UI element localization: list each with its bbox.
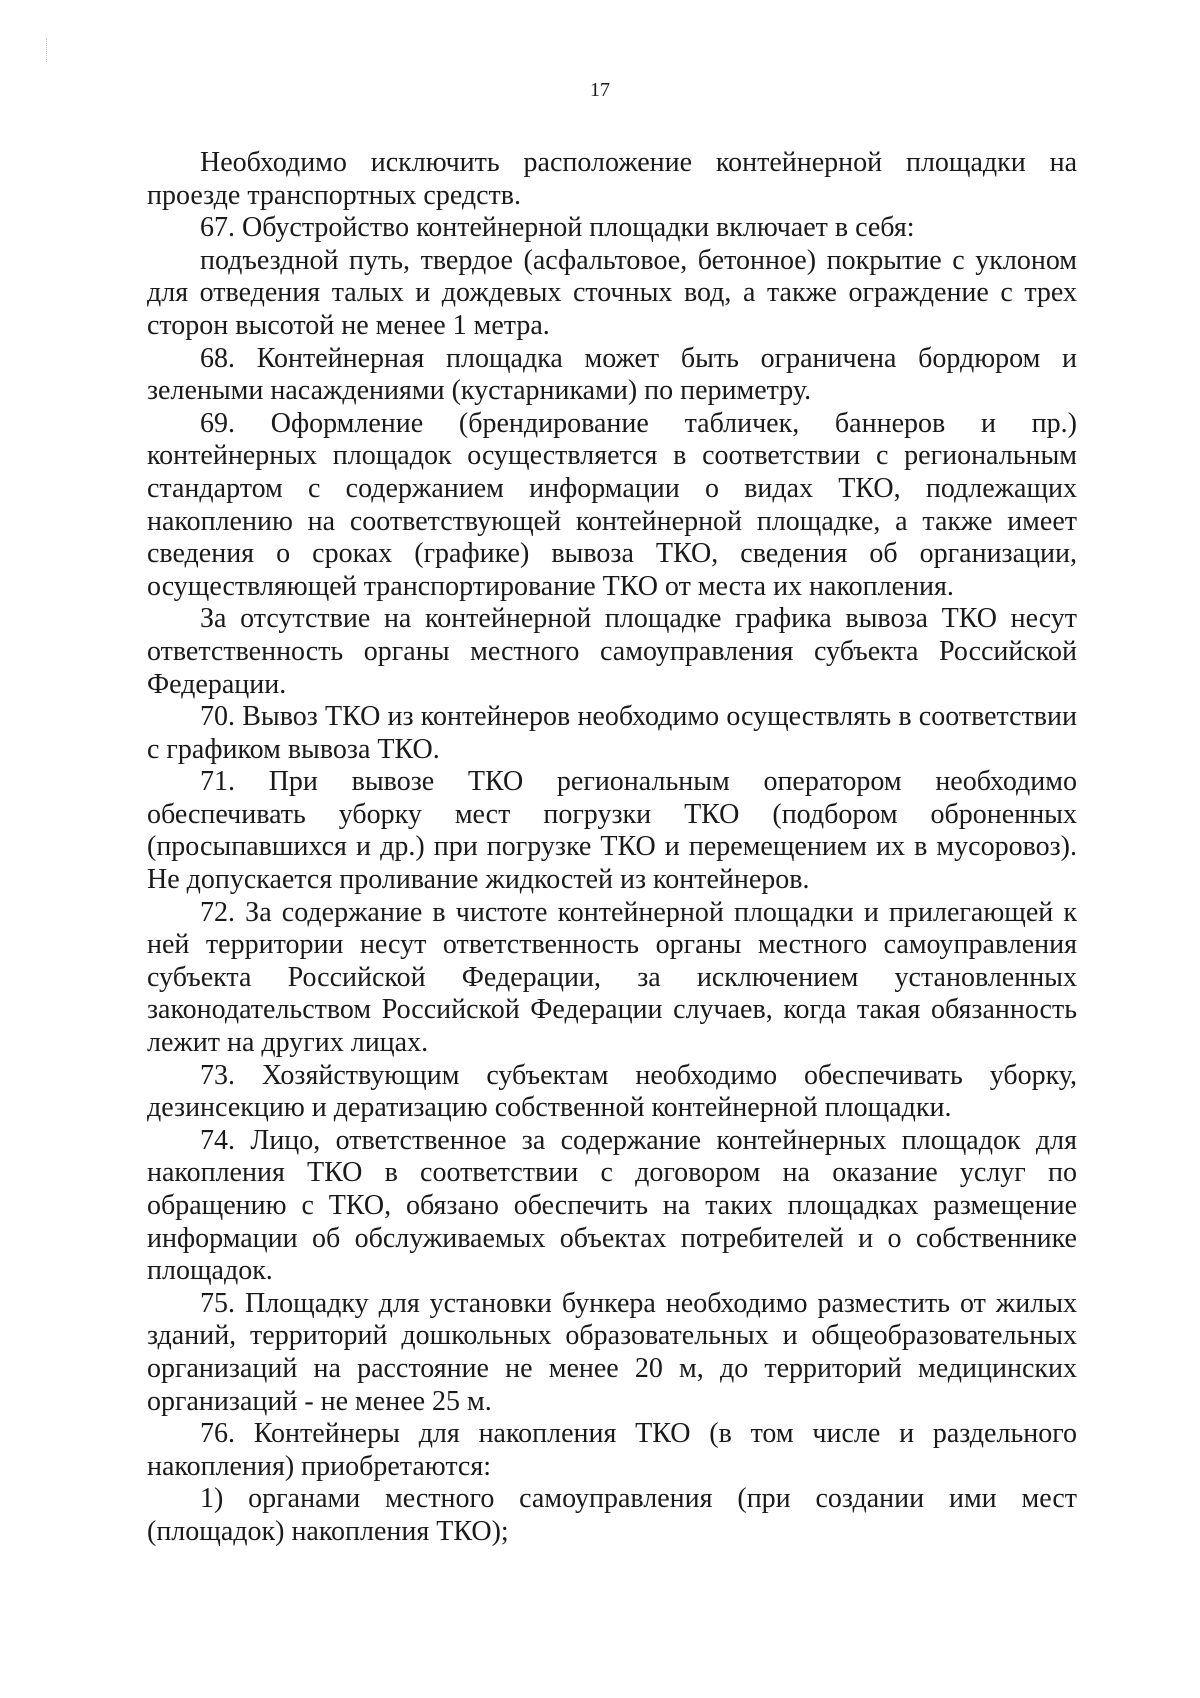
paragraph-69: 69. Оформление (брендирование табличек, баннеров и пр.) контейнерных площадок осуществляется в соответствии с региональным стандартом с содержанием информации о видах ТКО, подлежащих накоплению на соответствующей контейнерной площадке, а также имеет сведения о сроках (графике) вывоза ТКО, сведения об организации, осуществляющей транспортирование ТКО от места их накопления. <box>147 407 1077 602</box>
paragraph-72: 72. За содержание в чистоте контейнерной площадки и прилегающей к ней территории несут ответственность органы местного самоуправления субъекта Российской Федерации, за исключением установленных законодательством Российской Федерации случаев, когда такая обязанность лежит на других лицах. <box>147 896 1077 1059</box>
paragraph-67: 67. Обустройство контейнерной площадки включает в себя: <box>200 212 915 244</box>
paragraph-73: 73. Хозяйствующим субъектам необходимо обеспечивать уборку, дезинсекцию и дератизацию собственной контейнерной площадки. <box>147 1059 1077 1124</box>
paragraph-76-item-1: 1) органами местного самоуправления (при создании ими мест (площадок) накопления ТКО); <box>147 1483 1077 1547</box>
paragraph-74: 74. Лицо, ответственное за содержание контейнерных площадок для накопления ТКО в соответствии с договором на оказание услуг по обращению с ТКО, обязано обеспечить на таких площадках размещение информации об обслуживаемых объектах потребителей и о собственнике площадок. <box>147 1124 1077 1287</box>
paragraph-70: 70. Вывоз ТКО из контейнеров необходимо осуществлять в соответствии с графиком вывоза ТКО. <box>147 701 1077 765</box>
paragraph-68: 68. Контейнерная площадка может быть ограничена бордюром и зелеными насаждениями (кустарниками) по периметру. <box>147 342 1077 407</box>
paragraph-schedule-responsibility: За отсутствие на контейнерной площадке графика вывоза ТКО несут ответственность органы местного самоуправления субъекта Российской Федерации. <box>147 603 1077 700</box>
margin-scan-mark <box>46 38 47 62</box>
paragraph-71: 71. При вывозе ТКО региональным оператором необходимо обеспечивать уборку мест погрузки ТКО (подбором оброненных (просыпавшихся и др.) при погрузке ТКО и перемещением их в мусоровоз). Не допускается проливание жидкостей из контейнеров. <box>147 766 1077 896</box>
document-body <box>147 147 1077 1549</box>
paragraph-67-details: подъездной путь, твердое (асфальтовое, бетонное) покрытие с уклоном для отведения талых и дождевых сточных вод, а также ограждение с трех сторон высотой не менее 1 метра. <box>147 244 1077 341</box>
paragraph-75: 75. Площадку для установки бункера необходимо разместить от жилых зданий, территорий дошкольных образовательных и общеобразовательных организаций на расстояние не менее 20 м, до территорий медицинских организаций - не менее 25 м. <box>147 1287 1077 1417</box>
page-number: 17 <box>590 79 610 101</box>
paragraph-76: 76. Контейнеры для накопления ТКО (в том числе и раздельного накопления) приобретаются: <box>147 1418 1077 1482</box>
paragraph-exclude-driveway: Необходимо исключить расположение контейнерной площадки на проезде транспортных средств. <box>147 147 1077 211</box>
